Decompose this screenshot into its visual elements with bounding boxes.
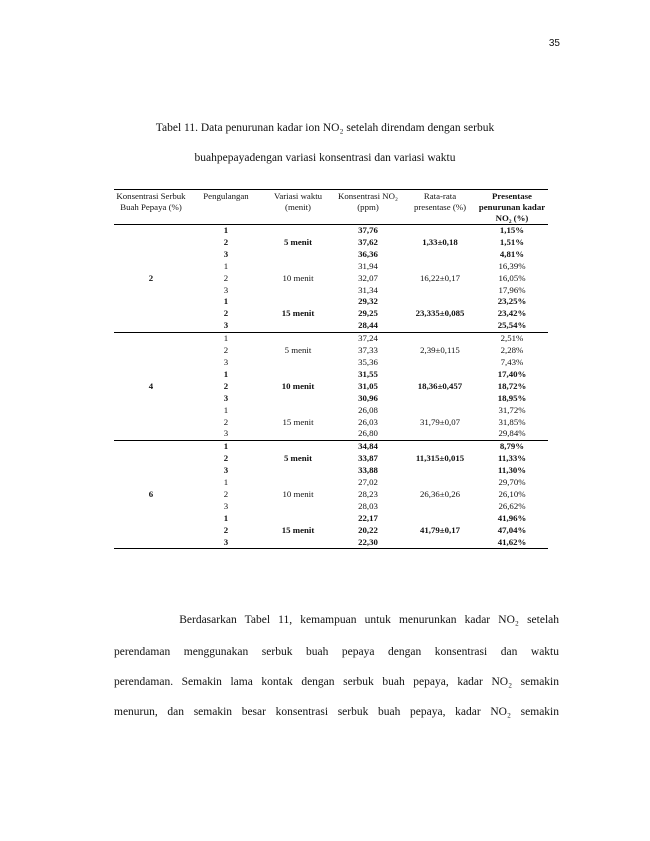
cell-ppm: 26,08 — [358, 404, 378, 415]
cell-ulang: 1 — [223, 477, 229, 488]
table-caption-line-2: buahpepayadengan variasi konsentrasi dan variasi waktu — [194, 152, 456, 164]
cell-ulang: 3 — [223, 248, 229, 259]
cell-waktu — [264, 405, 332, 417]
cell-ppm: 35,36 — [358, 356, 378, 367]
cell-persen: 17,96% — [498, 284, 526, 295]
cell-rata — [404, 428, 476, 440]
cell-waktu — [264, 296, 332, 308]
table-row — [114, 441, 548, 453]
cell-persen: 17,40% — [497, 368, 527, 379]
cell-persen: 8,79% — [499, 441, 525, 452]
paragraph-line-2: perendaman menggunakan serbuk buah pepaya dengan konsentrasi dan waktu — [114, 646, 559, 658]
cell-rata — [404, 320, 476, 332]
cell-rata — [404, 501, 476, 513]
cell-rata: 18,36±0,457 — [417, 380, 463, 391]
cell-waktu — [264, 441, 332, 453]
cell-rata — [404, 369, 476, 381]
cell-waktu: 15 menit — [281, 524, 315, 535]
cell-rata — [404, 441, 476, 453]
cell-rata — [404, 225, 476, 237]
cell-rata — [404, 296, 476, 308]
header-rata-rata: Rata-rata presentase (%) — [413, 191, 467, 212]
cell-waktu — [264, 285, 332, 297]
cell-persen: 4,81% — [499, 248, 525, 259]
cell-rata — [404, 285, 476, 297]
cell-ppm: 22,30 — [358, 536, 378, 547]
cell-persen: 18,72% — [497, 380, 527, 391]
cell-waktu — [264, 369, 332, 381]
header-konsentrasi: Konsentrasi Serbuk Buah Pepaya (%) — [116, 191, 186, 212]
cell-ppm: 31,94 — [358, 260, 378, 271]
cell-ppm: 20,22 — [358, 524, 378, 535]
cell-persen: 7,43% — [500, 356, 524, 367]
cell-ppm: 22,17 — [358, 512, 378, 523]
cell-waktu: 15 menit — [281, 308, 315, 319]
cell-persen: 41,62% — [497, 536, 527, 547]
cell-ppm: 31,05 — [358, 380, 378, 391]
cell-persen: 31,85% — [498, 416, 526, 427]
cell-ppm: 37,24 — [358, 333, 378, 344]
cell-ulang: 1 — [223, 260, 229, 271]
cell-ulang: 2 — [223, 272, 229, 283]
table-group — [114, 225, 548, 333]
cell-ulang: 1 — [223, 404, 229, 415]
cell-waktu — [264, 393, 332, 405]
cell-persen: 47,04% — [497, 524, 527, 535]
cell-ulang: 1 — [223, 368, 229, 379]
cell-rata — [404, 465, 476, 477]
cell-rata — [404, 357, 476, 369]
cell-ppm: 34,84 — [358, 441, 378, 452]
table-row — [114, 333, 548, 345]
cell-waktu — [264, 249, 332, 261]
cell-waktu: 5 menit — [284, 345, 312, 356]
page-number: 35 — [548, 38, 560, 49]
cell-ulang: 2 — [223, 416, 229, 427]
cell-rata — [404, 477, 476, 489]
cell-rata — [404, 537, 476, 549]
cell-rata: 26,36±0,26 — [419, 488, 460, 499]
cell-konsentrasi: 6 — [148, 488, 154, 499]
cell-ppm: 27,02 — [358, 477, 378, 488]
cell-ppm: 30,96 — [358, 392, 378, 403]
cell-waktu — [264, 225, 332, 237]
cell-ulang: 3 — [223, 284, 229, 295]
cell-ppm: 28,44 — [358, 320, 378, 331]
cell-ulang: 2 — [223, 524, 229, 535]
cell-rata — [404, 405, 476, 417]
cell-waktu — [264, 261, 332, 273]
cell-ulang: 2 — [223, 236, 229, 247]
cell-waktu: 10 menit — [281, 380, 315, 391]
cell-konsentrasi: 2 — [148, 272, 154, 283]
cell-ulang: 3 — [223, 465, 229, 476]
cell-ulang: 1 — [223, 225, 229, 235]
cell-ulang: 2 — [223, 308, 229, 319]
cell-waktu — [264, 501, 332, 513]
cell-ppm: 31,34 — [358, 284, 378, 295]
cell-waktu — [264, 537, 332, 549]
table-row — [114, 225, 548, 237]
paragraph-line-1: Berdasarkan Tabel 11, kemampuan untuk menurunkan kadar NO₂ setelah — [114, 614, 559, 626]
cell-persen: 31,72% — [498, 404, 526, 415]
cell-persen: 18,95% — [497, 392, 527, 403]
cell-persen: 16,39% — [498, 260, 526, 271]
cell-persen: 23,42% — [497, 308, 527, 319]
cell-rata: 16,22±0,17 — [419, 272, 460, 283]
cell-persen: 2,28% — [500, 345, 524, 356]
cell-persen: 26,62% — [498, 500, 526, 511]
cell-ppm: 29,32 — [358, 296, 378, 307]
cell-persen: 29,84% — [498, 428, 526, 439]
cell-ulang: 3 — [223, 392, 229, 403]
cell-rata: 1,33±0,18 — [422, 236, 458, 247]
cell-persen: 1,15% — [499, 225, 525, 235]
cell-ppm: 26,03 — [358, 416, 378, 427]
cell-ppm: 31,55 — [358, 368, 378, 379]
cell-rata: 2,39±0,115 — [420, 345, 460, 356]
cell-waktu — [264, 477, 332, 489]
cell-ulang: 2 — [223, 345, 229, 356]
cell-waktu — [264, 357, 332, 369]
cell-ulang: 1 — [223, 296, 229, 307]
cell-ulang: 3 — [223, 356, 229, 367]
cell-waktu: 15 menit — [282, 416, 314, 427]
cell-waktu — [264, 320, 332, 332]
cell-persen: 41,96% — [497, 512, 527, 523]
table-group — [114, 441, 548, 549]
cell-ulang: 3 — [223, 536, 229, 547]
cell-ppm: 33,88 — [358, 465, 378, 476]
cell-ppm: 36,36 — [358, 248, 378, 259]
table-caption-line-1: Tabel 11. Data penurunan kadar ion NO₂ setelah direndam dengan serbuk — [155, 122, 495, 134]
cell-ppm: 26,80 — [358, 428, 378, 439]
cell-persen: 16,05% — [498, 272, 526, 283]
cell-persen: 25,54% — [497, 320, 527, 331]
cell-waktu — [264, 465, 332, 477]
paragraph-line-4: menurun, dan semakin besar konsentrasi serbuk buah pepaya, kadar NO₂ semakin — [114, 706, 559, 718]
cell-waktu — [264, 333, 332, 345]
cell-waktu: 10 menit — [282, 488, 314, 499]
cell-ppm: 32,07 — [358, 272, 378, 283]
cell-ppm: 37,33 — [358, 345, 378, 356]
cell-waktu — [264, 513, 332, 525]
cell-ulang: 1 — [223, 441, 229, 452]
cell-waktu: 10 menit — [282, 272, 314, 283]
cell-ulang: 1 — [223, 512, 229, 523]
cell-ulang: 3 — [223, 500, 229, 511]
cell-rata — [404, 333, 476, 345]
cell-rata — [404, 393, 476, 405]
cell-persen: 11,33% — [497, 453, 527, 464]
cell-rata: 41,79±0,17 — [419, 524, 460, 535]
cell-ulang: 2 — [223, 453, 229, 464]
cell-rata: 31,79±0,07 — [419, 416, 460, 427]
cell-rata: 11,315±0,015 — [415, 453, 465, 464]
table-header — [114, 190, 548, 225]
cell-rata — [404, 249, 476, 261]
table-group — [114, 333, 548, 441]
cell-waktu: 5 menit — [283, 236, 313, 247]
cell-ppm: 28,03 — [358, 500, 378, 511]
cell-rata — [404, 261, 476, 273]
cell-ulang: 3 — [223, 428, 229, 439]
cell-waktu — [264, 428, 332, 440]
cell-ppm: 37,76 — [358, 225, 378, 235]
cell-konsentrasi: 4 — [148, 380, 154, 391]
cell-persen: 26,10% — [498, 488, 526, 499]
header-pengulangan: Pengulangan — [203, 191, 249, 201]
cell-ulang: 3 — [223, 320, 229, 331]
cell-ppm: 33,87 — [358, 453, 378, 464]
cell-persen: 23,25% — [497, 296, 527, 307]
cell-persen: 11,30% — [497, 465, 527, 476]
header-presentase-penurunan: Presentase penurunan kadar NO₂ (%) — [478, 191, 546, 223]
header-variasi-waktu: Variasi waktu (menit) — [273, 191, 323, 212]
cell-ppm: 37,62 — [358, 236, 378, 247]
cell-persen: 29,70% — [498, 477, 526, 488]
cell-rata — [404, 513, 476, 525]
cell-ppm: 28,23 — [358, 488, 378, 499]
cell-ppm: 29,25 — [358, 308, 378, 319]
header-konsentrasi-no2: Konsentrasi NO₂ (ppm) — [338, 191, 398, 212]
cell-ulang: 2 — [223, 488, 229, 499]
cell-rata: 23,335±0,085 — [415, 308, 465, 319]
cell-waktu: 5 menit — [283, 453, 313, 464]
cell-persen: 2,51% — [500, 333, 524, 344]
paragraph-line-3: perendaman. Semakin lama kontak dengan serbuk buah pepaya, kadar NO₂ semakin — [114, 676, 559, 688]
cell-ulang: 1 — [223, 333, 229, 344]
data-table — [114, 189, 548, 549]
cell-ulang: 2 — [223, 380, 229, 391]
cell-persen: 1,51% — [499, 236, 525, 247]
